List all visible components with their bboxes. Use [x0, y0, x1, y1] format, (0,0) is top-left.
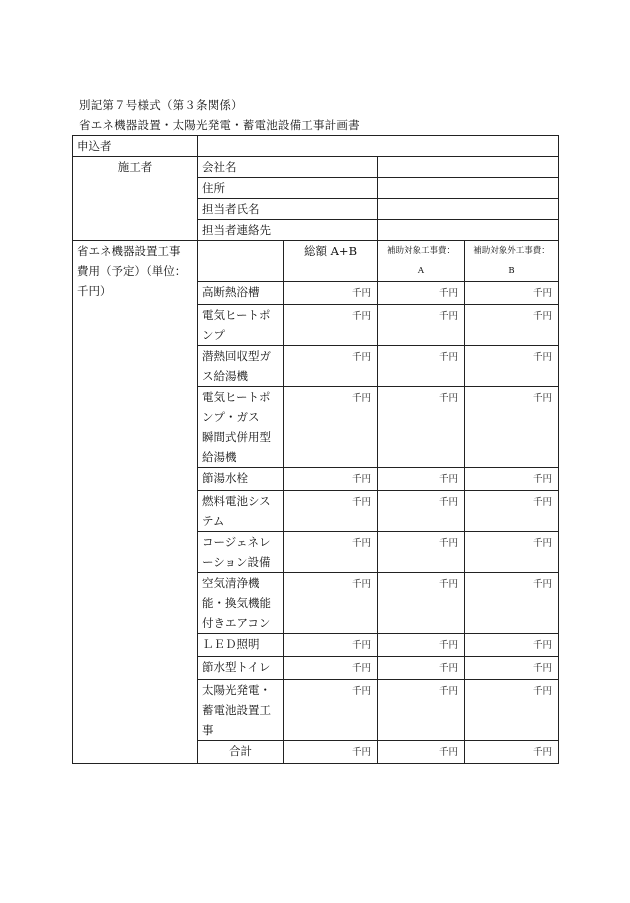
unit-label: 千円: [532, 497, 552, 508]
col-subsidy-header-line: 補助対象工事費：: [386, 246, 455, 256]
subsidy-amount-cell[interactable]: [378, 387, 465, 468]
cost-item-label-line: 給湯機: [202, 450, 237, 464]
total-amount-cell[interactable]: [284, 387, 378, 468]
unit-label: 千円: [351, 352, 371, 363]
non-subsidy-amount-cell[interactable]: [465, 346, 559, 387]
plan-form-table: [72, 135, 559, 764]
applicant-row: [73, 136, 559, 157]
non-subsidy-amount-cell[interactable]: [465, 657, 559, 680]
unit-label: 千円: [438, 497, 458, 508]
cost-label-line: 費用（予定）（単位：: [77, 264, 187, 278]
cost-item-label-line: 燃料電池シス: [202, 494, 271, 508]
unit-label: 千円: [532, 640, 552, 651]
unit-label: 千円: [438, 538, 458, 549]
cost-item-label-line: 空気清浄機: [202, 576, 260, 590]
form-number: 別記第７号様式（第３条関係）: [79, 98, 243, 112]
unit-label: 千円: [438, 663, 458, 674]
cost-item-label-line: ーション設備: [202, 555, 271, 569]
grand-subsidy-amount-cell[interactable]: [378, 741, 465, 764]
cost-item-label: [198, 282, 284, 305]
cost-header-row: [73, 241, 559, 282]
cost-item-label-line: 能・換気機能: [202, 596, 271, 610]
contractor-field-label: 会社名: [198, 157, 378, 178]
subsidy-amount-cell[interactable]: [378, 657, 465, 680]
cost-item-label: [198, 305, 284, 346]
unit-label: 千円: [532, 663, 552, 674]
grand-total-amount-cell[interactable]: [284, 741, 378, 764]
total-amount-cell[interactable]: [284, 468, 378, 491]
cost-item-label-line: ＬＥＤ照明: [202, 637, 260, 651]
cost-label-line: 省エネ機器設置工事: [77, 244, 181, 258]
cost-item-label: [198, 680, 284, 741]
cost-item-label: [198, 634, 284, 657]
contractor-label: 施工者: [73, 157, 198, 241]
col-non-subsidy-header: [465, 241, 559, 282]
cost-item-label: [198, 387, 284, 468]
contact-person-field[interactable]: [378, 199, 559, 220]
contractor-field-label: 担当者連絡先: [198, 220, 378, 241]
cost-section-label: [73, 241, 198, 764]
subsidy-amount-cell[interactable]: [378, 680, 465, 741]
unit-label: 千円: [532, 538, 552, 549]
subsidy-amount-cell[interactable]: [378, 305, 465, 346]
total-amount-cell[interactable]: [284, 657, 378, 680]
unit-label: 千円: [532, 288, 552, 299]
unit-label: 千円: [438, 288, 458, 299]
document-title: 省エネ機器設置・太陽光発電・蓄電池設備工事計画書: [79, 118, 360, 132]
applicant-field[interactable]: [198, 136, 559, 157]
cost-item-label: [198, 468, 284, 491]
total-amount-cell[interactable]: [284, 282, 378, 305]
total-amount-cell[interactable]: [284, 491, 378, 532]
subsidy-amount-cell[interactable]: [378, 346, 465, 387]
non-subsidy-amount-cell[interactable]: [465, 468, 559, 491]
cost-item-label: [198, 532, 284, 573]
subsidy-amount-cell[interactable]: [378, 573, 465, 634]
company-name-field[interactable]: [378, 157, 559, 178]
unit-label: 千円: [351, 640, 371, 651]
subsidy-amount-cell[interactable]: [378, 282, 465, 305]
unit-label: 千円: [351, 663, 371, 674]
non-subsidy-amount-cell[interactable]: [465, 634, 559, 657]
unit-label: 千円: [351, 579, 371, 590]
total-amount-cell[interactable]: [284, 532, 378, 573]
unit-label: 千円: [351, 686, 371, 697]
unit-label: 千円: [532, 352, 552, 363]
cost-item-label-line: 節水型トイレ: [202, 660, 271, 674]
cost-item-label: [198, 491, 284, 532]
subsidy-amount-cell[interactable]: [378, 491, 465, 532]
unit-label: 千円: [351, 393, 371, 404]
address-field[interactable]: [378, 178, 559, 199]
cost-item-label-line: ス給湯機: [202, 369, 248, 383]
col-subsidy-header-line: A: [417, 266, 425, 276]
unit-label: 千円: [351, 747, 371, 758]
unit-label: 千円: [351, 288, 371, 299]
non-subsidy-amount-cell[interactable]: [465, 491, 559, 532]
unit-label: 千円: [351, 497, 371, 508]
col-subsidy-header: [378, 241, 465, 282]
cost-item-label-line: 太陽光発電・: [202, 683, 271, 697]
cost-item-label-line: コージェネレ: [202, 535, 271, 549]
unit-label: 千円: [438, 393, 458, 404]
cost-item-label-line: ンプ・ガス: [202, 410, 260, 424]
col-total-header: 総額 A+B: [284, 241, 378, 282]
total-amount-cell[interactable]: [284, 573, 378, 634]
unit-label: 千円: [532, 393, 552, 404]
applicant-label: 申込者: [73, 136, 198, 157]
contact-info-field[interactable]: [378, 220, 559, 241]
cost-item-label: [198, 657, 284, 680]
subsidy-amount-cell[interactable]: [378, 532, 465, 573]
grand-non-subsidy-amount-cell[interactable]: [465, 741, 559, 764]
col-non-subsidy-header-line: B: [508, 266, 515, 276]
non-subsidy-amount-cell[interactable]: [465, 387, 559, 468]
cost-item-label-line: 付きエアコン: [202, 616, 271, 630]
unit-label: 千円: [438, 352, 458, 363]
cost-item-label: [198, 573, 284, 634]
contractor-field-label: 担当者氏名: [198, 199, 378, 220]
item-header-blank: [198, 241, 284, 282]
subsidy-amount-cell[interactable]: [378, 634, 465, 657]
contractor-field-label: 住所: [198, 178, 378, 199]
cost-item-label-line: 潜熱回収型ガ: [202, 349, 271, 363]
unit-label: 千円: [438, 640, 458, 651]
unit-label: 千円: [532, 747, 552, 758]
cost-item-label-line: 節湯水栓: [202, 471, 248, 485]
unit-label: 千円: [438, 747, 458, 758]
cost-item-label-line: ンプ: [202, 328, 225, 342]
total-label: 合計: [198, 741, 284, 764]
contractor-row: [73, 157, 559, 178]
subsidy-amount-cell[interactable]: [378, 468, 465, 491]
non-subsidy-amount-cell[interactable]: [465, 282, 559, 305]
unit-label: 千円: [532, 311, 552, 322]
unit-label: 千円: [532, 686, 552, 697]
col-non-subsidy-header-line: 補助対象外工事費：: [473, 246, 550, 256]
cost-item-label-line: テム: [202, 514, 225, 528]
total-amount-cell[interactable]: [284, 346, 378, 387]
non-subsidy-amount-cell[interactable]: [465, 305, 559, 346]
non-subsidy-amount-cell[interactable]: [465, 680, 559, 741]
unit-label: 千円: [351, 538, 371, 549]
total-amount-cell[interactable]: [284, 680, 378, 741]
unit-label: 千円: [438, 474, 458, 485]
unit-label: 千円: [532, 579, 552, 590]
cost-item-label-line: 蓄電池設置工: [202, 703, 271, 717]
unit-label: 千円: [532, 474, 552, 485]
cost-item-label-line: 事: [202, 723, 214, 737]
cost-item-label-line: 電気ヒートポ: [202, 308, 271, 322]
unit-label: 千円: [438, 311, 458, 322]
non-subsidy-amount-cell[interactable]: [465, 573, 559, 634]
cost-item-label-line: 瞬間式併用型: [202, 430, 271, 444]
total-amount-cell[interactable]: [284, 305, 378, 346]
cost-item-label-line: 電気ヒートポ: [202, 390, 271, 404]
unit-label: 千円: [438, 579, 458, 590]
total-amount-cell[interactable]: [284, 634, 378, 657]
unit-label: 千円: [438, 686, 458, 697]
cost-item-label: [198, 346, 284, 387]
cost-label-line: 千円）: [77, 284, 112, 298]
unit-label: 千円: [351, 311, 371, 322]
cost-item-label-line: 高断熱浴槽: [202, 285, 260, 299]
non-subsidy-amount-cell[interactable]: [465, 532, 559, 573]
unit-label: 千円: [351, 474, 371, 485]
